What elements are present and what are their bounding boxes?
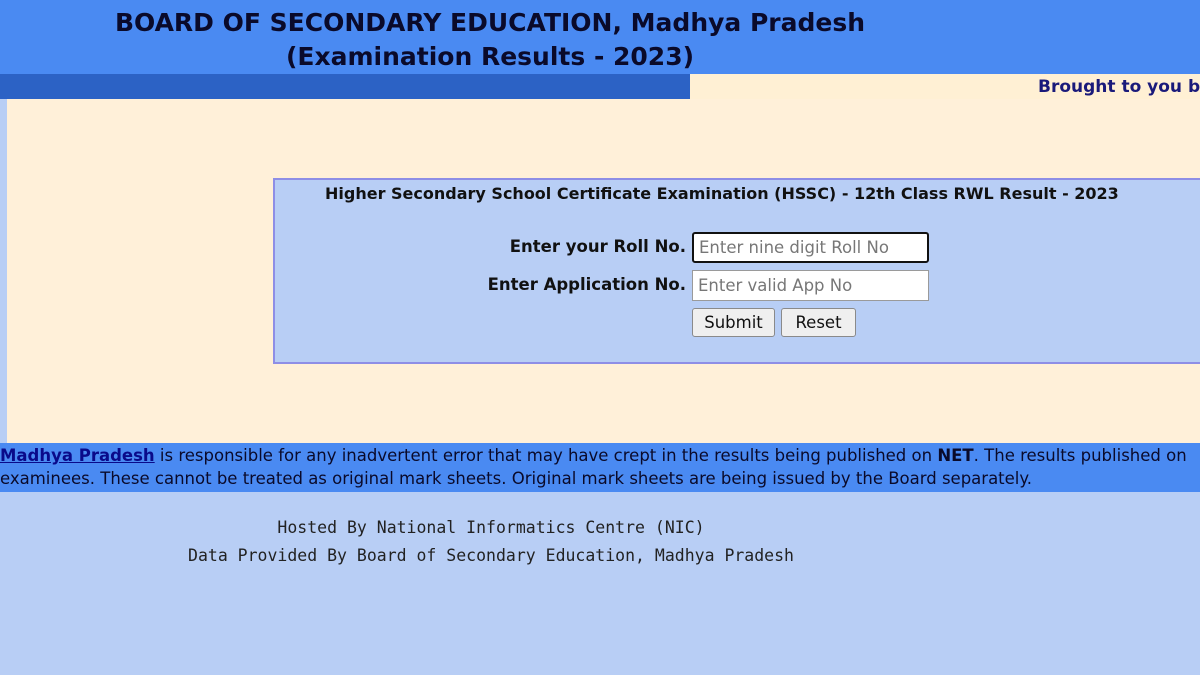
result-form [273,178,1200,364]
net-text: NET [937,446,974,465]
roll-no-label: Enter your Roll No. [509,237,686,256]
main-content [0,99,1200,443]
content-left-edge [0,99,7,443]
hosted-by-text: Hosted By National Informatics Centre (NIC) [277,518,705,537]
board-title: BOARD OF SECONDARY EDUCATION, Madhya Pradesh [114,8,866,37]
submit-button[interactable]: Submit [692,308,775,337]
marquee-text: Brought to you b [1038,77,1200,97]
disclaimer-banner [0,443,1200,492]
disclaimer-text-1-end: . The results published on [973,446,1187,465]
disclaimer-line-1 [0,446,1187,465]
page-header [0,0,1200,74]
marquee-bar [690,74,1200,99]
roll-no-input[interactable] [692,232,929,263]
header-bar-left [0,74,690,99]
application-no-label: Enter Application No. [487,275,686,294]
reset-button[interactable]: Reset [781,308,856,337]
disclaimer-line-2: examinees. These cannot be treated as original mark sheets. Original mark sheets are being issued by the Board separately. [0,469,1033,488]
disclaimer-text-1: is responsible for any inadvertent error that may have crept in the results being published on [154,446,938,465]
data-provided-by-text: Data Provided By Board of Secondary Education, Madhya Pradesh [188,546,794,565]
form-heading: Higher Secondary School Certificate Examination (HSSC) - 12th Class RWL Result - 2023 [325,184,1119,203]
exam-results-title: (Examination Results - 2023) [285,42,695,71]
application-no-input[interactable] [692,270,929,301]
madhya-pradesh-link[interactable]: Madhya Pradesh [0,446,155,465]
